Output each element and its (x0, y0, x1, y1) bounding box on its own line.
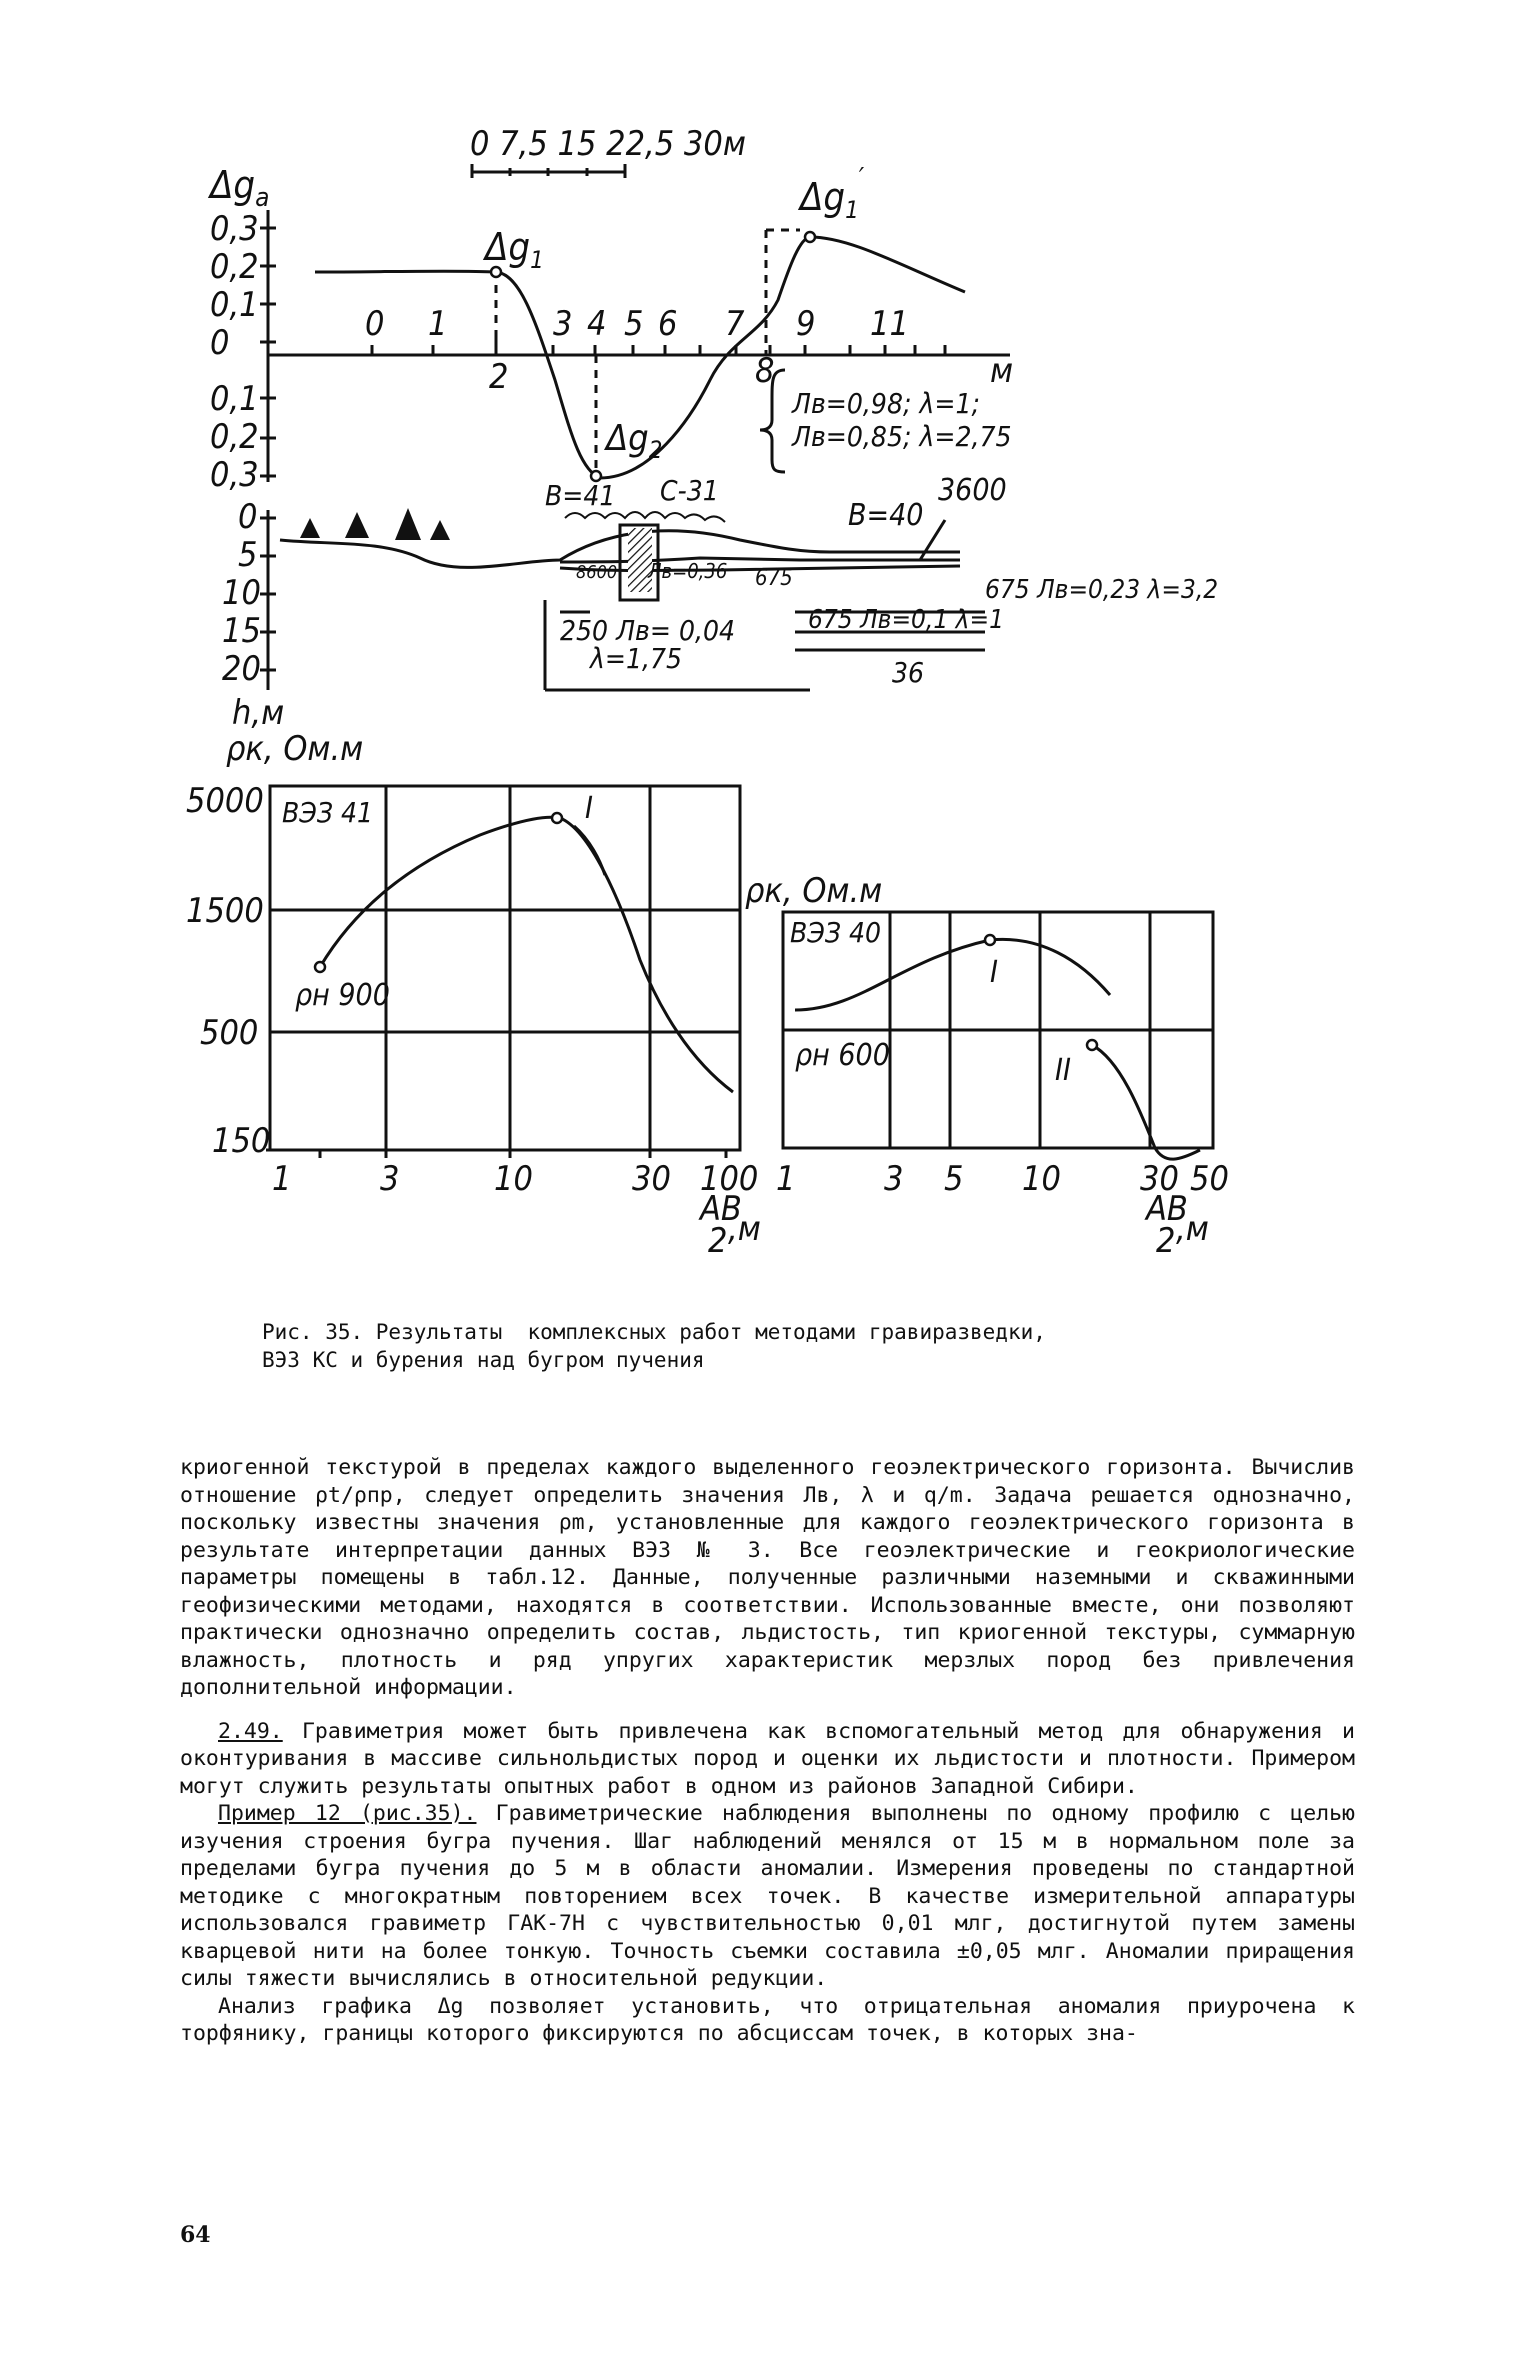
label-250: 250 Лв= 0,04 (560, 614, 736, 647)
label-675-right: 675 Лв=0,23 λ=3,2 (985, 575, 1219, 605)
paragraph-2 (180, 1718, 1355, 1801)
ves40-x-label-num: АВ (1146, 1189, 1188, 1229)
ves41-box-label: ВЭЗ 41 (282, 796, 374, 829)
point-number: 3 (553, 304, 573, 344)
point-number: 1 (428, 304, 448, 344)
paragraph-1: криогенной текстурой в пределах каждого выделенного геоэлектрического горизонта. Вычислив отношение ρt/ρпр, следует определить значения Лв, λ и q/m. Задача решается однозначно, поскольку известны значения ρm, установленные для каждого геоэлектрического горизонта в результате интерпретации данных ВЭЗ № 3. Все геоэлектрические и геокриологические параметры помещены в табл.12. Данные, полученные различными наземными и скважинными геофизическими методами, находятся в соответствии. Использованные вместе, они позволяют практически однозначно определить состав, льдистость, тип криогенной текстуры, суммарную влажность, плотность и ряд упругих характеристик мерзлых пород без привлечения дополнительной информации. (180, 1455, 1355, 1700)
label-b41: В=41 (545, 479, 616, 512)
paragraph-2-text: Гравиметрия может быть привлечена как вспомогательный метод для обнаружения и оконтуривания в массиве сильнольдистых пород и оценки их льдистости и плотности. Примером могут служить результаты опытных работ в одном из районов Западной Сибири. (180, 1718, 1355, 1799)
point-number: 9 (796, 304, 816, 344)
point-number: 0 (365, 304, 385, 344)
depth-tick: 15 (222, 611, 261, 651)
ves40-x-tick: 30 (1140, 1159, 1179, 1199)
label-8600: 8600 (576, 562, 618, 583)
ves41-x-tick: 3 (380, 1159, 400, 1199)
label-675-left: 675 (755, 566, 793, 591)
gravity-y-tick: 0 (210, 323, 230, 363)
figure-caption (262, 1318, 1262, 1374)
depth-axis-label: h,м (232, 693, 285, 733)
label-lambda175: λ=1,75 (590, 642, 683, 675)
label-dg2-sub: 2 (648, 436, 663, 464)
ves41-x-label-unit: ,м (728, 1209, 761, 1249)
point-number: 5 (624, 304, 644, 344)
label-dg1-sub: 1 (530, 246, 544, 274)
ves41-x-tick: 30 (632, 1159, 671, 1199)
point-number: 4 (587, 304, 607, 344)
svg-text:Δg1′: $\Delta g_1'$ (797, 163, 865, 224)
svg-text:Δg1 (482, 225, 544, 274)
label-b40: В=40 (848, 498, 924, 533)
label-dg1: Δg (485, 225, 531, 269)
point-number: 8 (755, 351, 775, 391)
ves40-x-label-den: 2 (1156, 1221, 1176, 1261)
ves41-y-tick: 1500 (186, 891, 264, 931)
gravity-y-tick: 0,1 (210, 285, 259, 325)
label-dg1-prime-sub: 1 (845, 196, 859, 224)
page-number: 64 (180, 2222, 211, 2248)
depth-tick: 10 (222, 573, 261, 613)
annotation-line-1: Лв=0,98; λ=1; (792, 387, 980, 420)
ves40-x-tick: 5 (944, 1159, 964, 1199)
label-36: 36 (892, 656, 925, 689)
gravity-point-dg1-prime (805, 232, 815, 242)
label-dg2: Δg (606, 418, 649, 459)
caption-line-2: ВЭЗ КС и бурения над бугром пучения (262, 1348, 705, 1372)
ves40-label-pn: ρн 600 (795, 1038, 890, 1073)
svg-text:Δg2 (603, 418, 662, 464)
gravity-y-tick: 0,1 (210, 379, 259, 419)
annotation-line-2: Лв=0,85; λ=2,75 (792, 420, 1012, 453)
gravity-y-axis-label: Δg (210, 163, 256, 207)
ves40-x-tick: 1 (776, 1159, 796, 1199)
gravity-axis-unit: м (990, 351, 1014, 391)
ves41-y-tick: 5000 (186, 781, 264, 821)
paragraph-3-text: Гравиметрические наблюдения выполнены по одному профилю с целью изучения строения бугра пучения. Шаг наблюдений менялся от 15 м в нормальном поле за пределами бугра пучения до 5 м в области аномалии. Измерения проведены по стандартной методике с многократным повторением всех точек. В качестве измерительной аппаратуры использовался гравиметр ГАК-7Н с чувствительностью 0,01 млг, достигнутой путем замены кварцевой нити на более тонкую. Точность съемки составила ±0,05 млг. Аномалии приращения силы тяжести вычислялись в относительной редукции. (180, 1801, 1355, 1991)
ves41-x-tick: 10 (494, 1159, 533, 1199)
section-number: 2.49. (218, 1718, 283, 1744)
paragraph-3 (180, 1800, 1355, 1993)
point-number: 2 (489, 357, 509, 397)
point-number: 6 (658, 304, 678, 344)
gravity-y-axis-label-sub: a (255, 183, 270, 213)
gravity-y-tick: 0,3 (210, 455, 259, 495)
ves41-x-label-num: АВ (700, 1189, 742, 1229)
ves41-label-I: I (585, 791, 593, 826)
scale-bar-label: 0 7,5 15 22,5 30м (470, 124, 746, 164)
depth-tick: 5 (238, 535, 258, 575)
ves40-x-tick: 50 (1190, 1159, 1229, 1199)
label-lv036: Лв=0,36 (648, 559, 728, 583)
ves41-y-tick: 500 (200, 1013, 259, 1053)
ves40-label-I: I (990, 955, 998, 990)
ves41-y-axis-label: ρк, Ом.м (226, 729, 364, 769)
example-heading: Пример 12 (рис.35). (218, 1801, 477, 1826)
label-dg1-prime: Δg (800, 175, 846, 219)
ves41-label-pn: ρн 900 (295, 978, 390, 1013)
body-text (180, 1454, 1355, 2048)
label-3600: 3600 (938, 473, 1007, 508)
depth-tick: 20 (222, 649, 261, 689)
depth-tick: 0 (238, 497, 258, 537)
ves41-x-tick: 1 (272, 1159, 292, 1199)
ves40-label-II: II (1055, 1053, 1071, 1088)
caption-line-1: Рис. 35. Результаты комплексных работ методами гравиразведки, (262, 1320, 1046, 1344)
gravity-y-tick: 0,2 (210, 247, 259, 287)
ves40-x-label-unit: ,м (1176, 1209, 1209, 1249)
gravity-y-tick: 0,2 (210, 417, 259, 457)
gravity-y-tick: 0,3 (210, 209, 259, 249)
paragraph-4: Анализ графика Δg позволяет установить, что отрицательная аномалия приурочена к торфянику, границы которого фиксируются по абсциссам точек, в которых зна- (180, 1993, 1355, 2046)
ves41-x-tick: 100 (700, 1159, 759, 1199)
point-number: 7 (725, 304, 745, 344)
ves41-curve-I (320, 817, 733, 1092)
point-number: 11 (870, 304, 909, 344)
ves40-x-tick: 3 (884, 1159, 904, 1199)
label-c31: С-31 (660, 474, 719, 507)
ves40-x-tick: 10 (1022, 1159, 1061, 1199)
ves40-y-axis-label: ρк, Ом.м (745, 871, 883, 911)
ves41-y-tick: 150 (212, 1121, 271, 1161)
ves41-x-label-den: 2 (708, 1221, 728, 1261)
ves40-box-label: ВЭЗ 40 (790, 916, 882, 949)
svg-text:Δga (207, 163, 269, 213)
label-675-mid: 675 Лв=0,1 λ=1 (808, 605, 1004, 635)
